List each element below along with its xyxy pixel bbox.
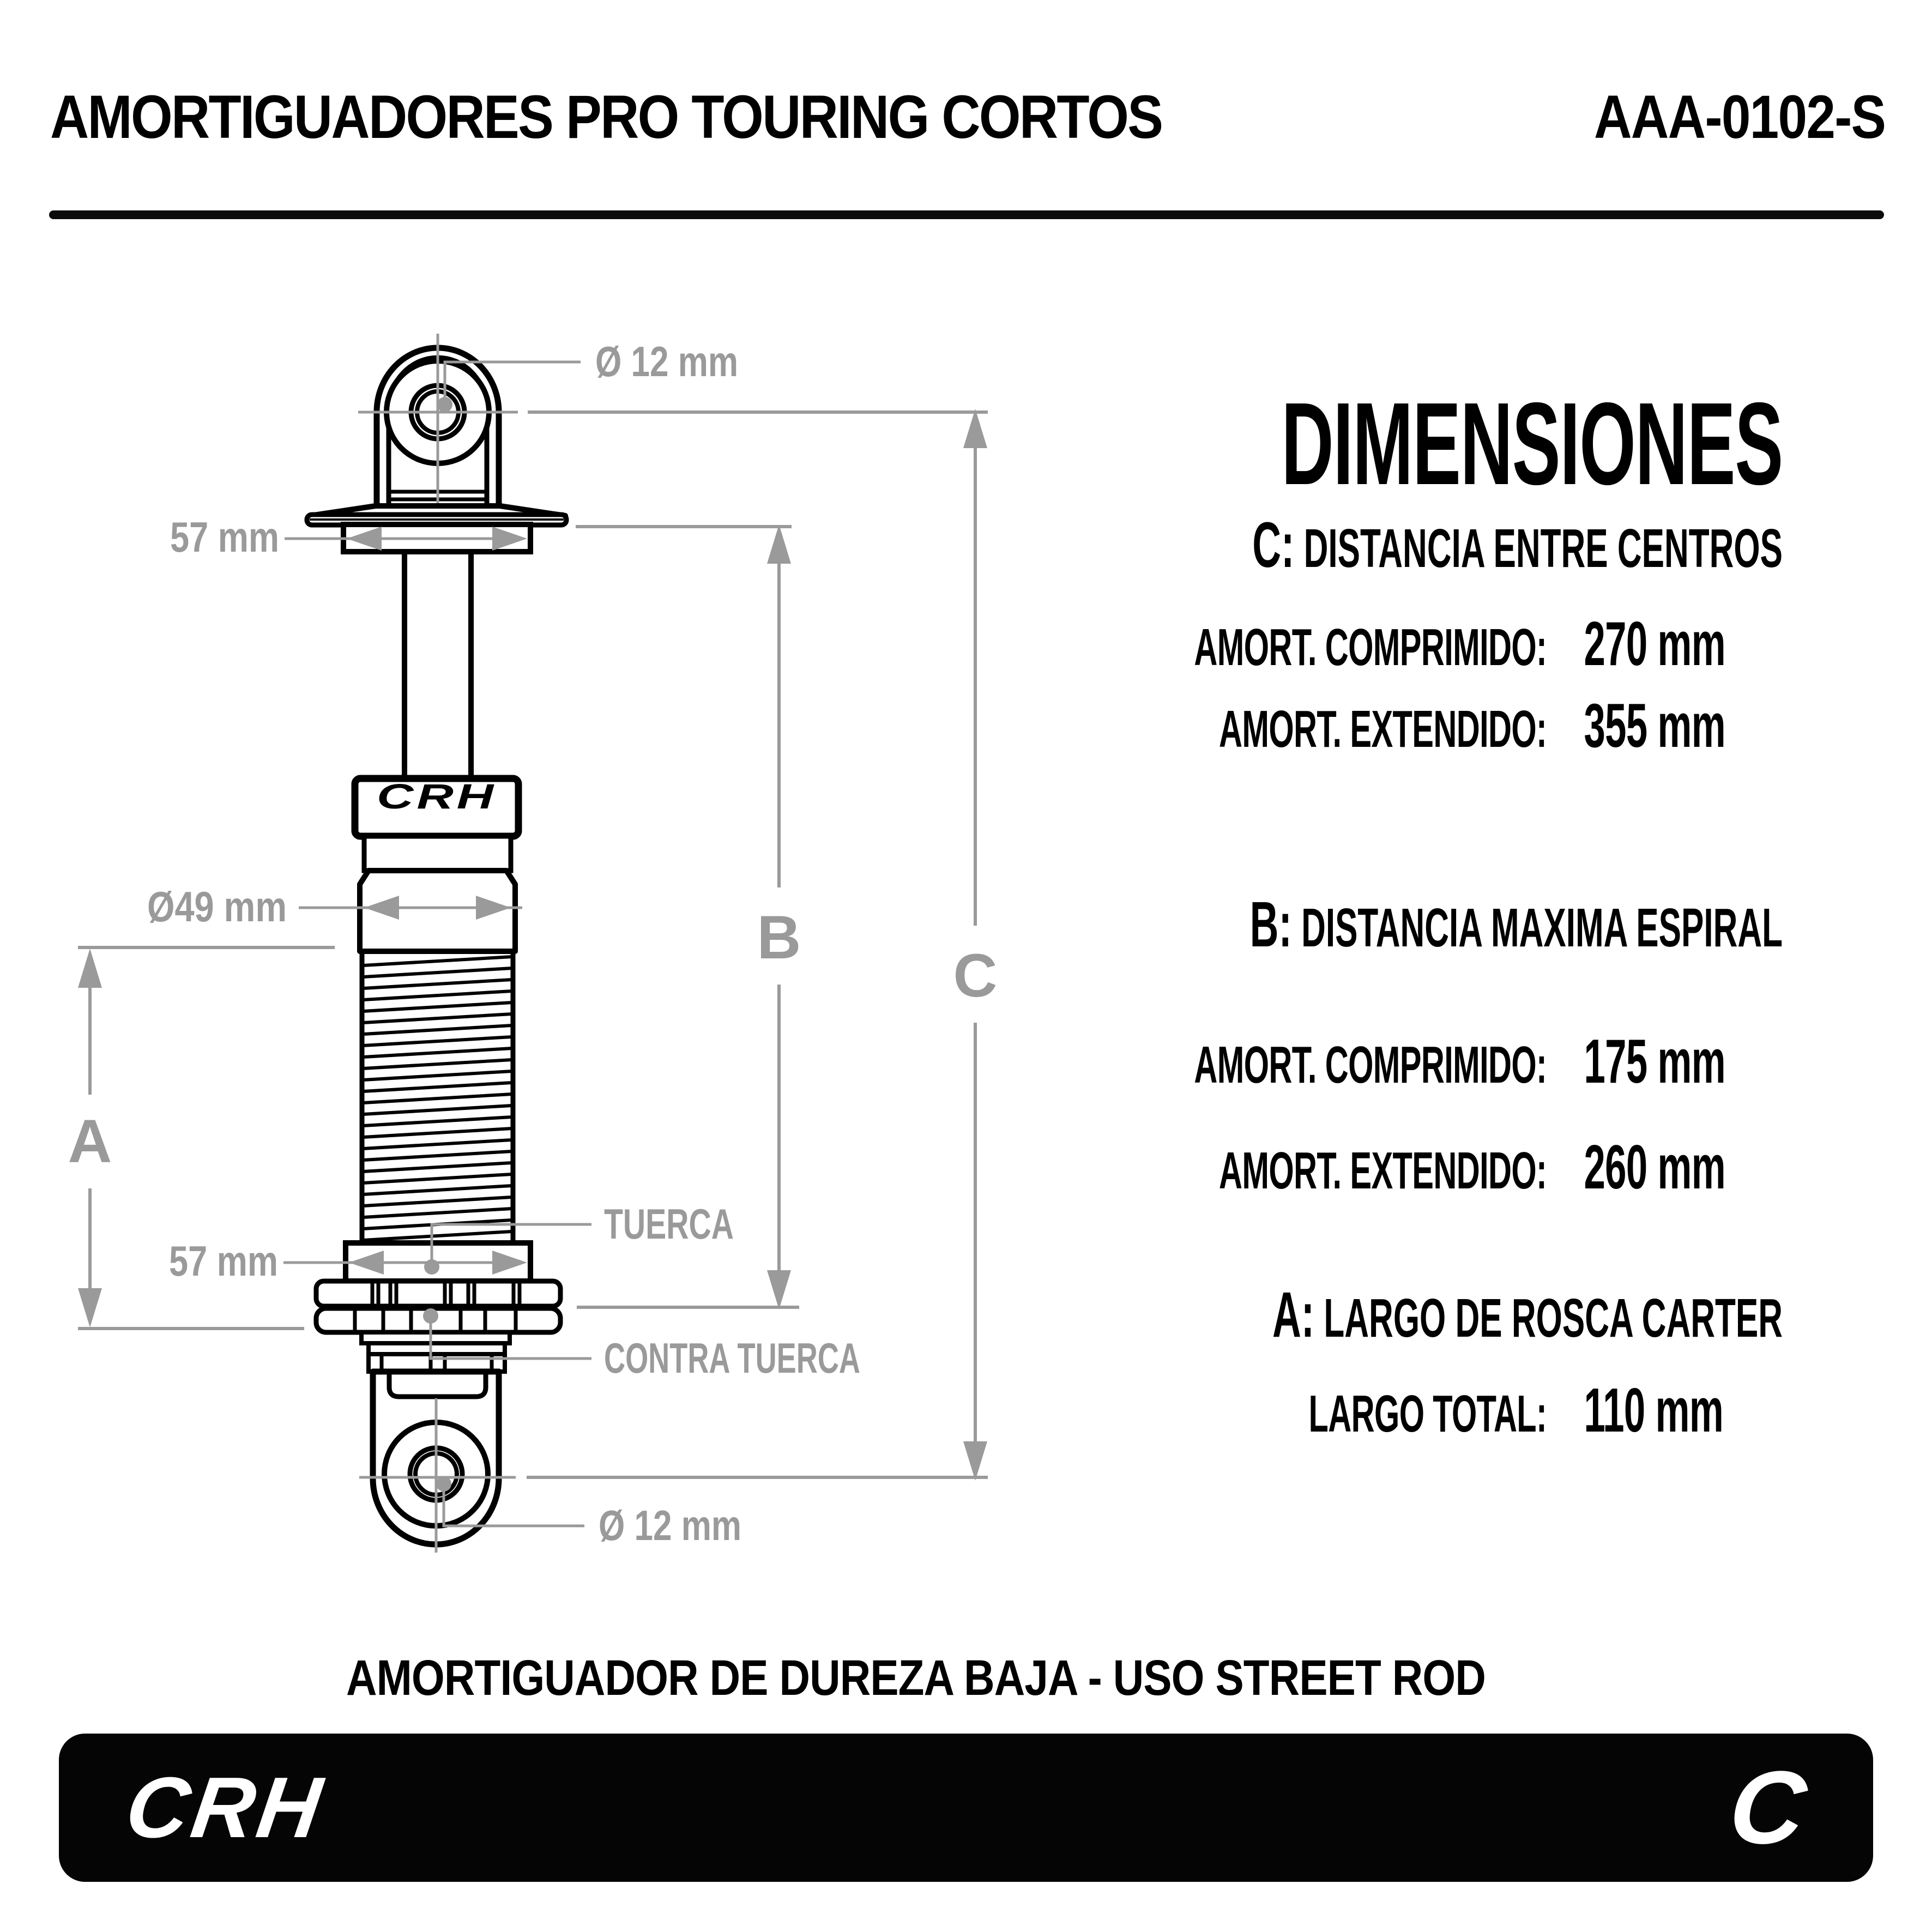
bottom-mount-width-label: 57 mm bbox=[169, 1237, 278, 1285]
nut-label: TUERCA bbox=[604, 1200, 734, 1248]
row-label: AMORT. COMPRIMIDO: bbox=[1194, 1036, 1547, 1094]
row-value: 175 mm bbox=[1584, 1027, 1725, 1096]
crh-logo: CRH bbox=[120, 1759, 330, 1856]
piston-rod bbox=[404, 552, 471, 780]
lock-nut-marker bbox=[423, 1308, 438, 1324]
spec-row bbox=[1112, 1029, 1783, 1095]
body-diameter-label: Ø49 mm bbox=[147, 883, 287, 931]
section-c-heading bbox=[1112, 511, 1783, 579]
spec-row bbox=[1112, 693, 1783, 759]
section-b-letter: B: bbox=[1249, 889, 1292, 961]
footer-brand-bar bbox=[59, 1734, 1873, 1882]
panel-title: DIMENSIONES bbox=[1281, 378, 1783, 509]
top-eye-marker bbox=[437, 397, 452, 412]
section-b-text: DISTANCIA MAXIMA ESPIRAL bbox=[1301, 897, 1783, 958]
row-label: AMORT. COMPRIMIDO: bbox=[1194, 618, 1547, 677]
page-title: AMORTIGUADORES PRO TOURING CORTOS bbox=[50, 83, 1162, 151]
row-value: 110 mm bbox=[1584, 1376, 1724, 1445]
dim-letter-a: A bbox=[68, 1107, 112, 1175]
top-mount-width-label: 57 mm bbox=[170, 513, 279, 561]
section-c-text: DISTANCIA ENTRE CENTROS bbox=[1303, 518, 1783, 579]
row-label: AMORT. EXTENDIDO: bbox=[1219, 1142, 1547, 1200]
upper-spring-seat bbox=[307, 506, 566, 552]
section-b-heading bbox=[1112, 891, 1783, 959]
spec-row bbox=[1112, 609, 1783, 679]
row-label: LARGO TOTAL: bbox=[1308, 1385, 1547, 1443]
c-brand-mark-icon: C bbox=[1724, 1750, 1812, 1865]
spec-row bbox=[1112, 1378, 1783, 1444]
section-c-letter: C: bbox=[1252, 509, 1295, 581]
dim-letter-c: C bbox=[953, 941, 998, 1010]
body-brand-logo: CRH bbox=[377, 777, 497, 816]
part-number: AAA-0102-S bbox=[1593, 83, 1885, 151]
product-description: AMORTIGUADOR DE DUREZA BAJA - USO STREET ROD bbox=[346, 1650, 1486, 1706]
dimensions-panel bbox=[1112, 0, 1783, 1932]
section-a-heading bbox=[1112, 1281, 1783, 1349]
row-value: 355 mm bbox=[1584, 691, 1725, 760]
dim-letter-b: B bbox=[757, 903, 801, 971]
bottom-eye-marker bbox=[436, 1476, 451, 1492]
spec-row bbox=[1112, 1135, 1783, 1201]
row-label: AMORT. EXTENDIDO: bbox=[1219, 700, 1547, 758]
bottom-eye-diameter-label: Ø 12 mm bbox=[599, 1501, 741, 1549]
section-a-letter: A: bbox=[1272, 1279, 1315, 1351]
nut-marker bbox=[424, 1259, 439, 1275]
shock-body bbox=[355, 778, 518, 1243]
row-value: 270 mm bbox=[1584, 609, 1725, 679]
top-eye-diameter-label: Ø 12 mm bbox=[595, 337, 738, 385]
row-value: 260 mm bbox=[1584, 1133, 1725, 1202]
lock-nut-label: CONTRA TUERCA bbox=[604, 1334, 860, 1382]
section-a-text: LARGO DE ROSCA CARTER bbox=[1324, 1288, 1783, 1349]
